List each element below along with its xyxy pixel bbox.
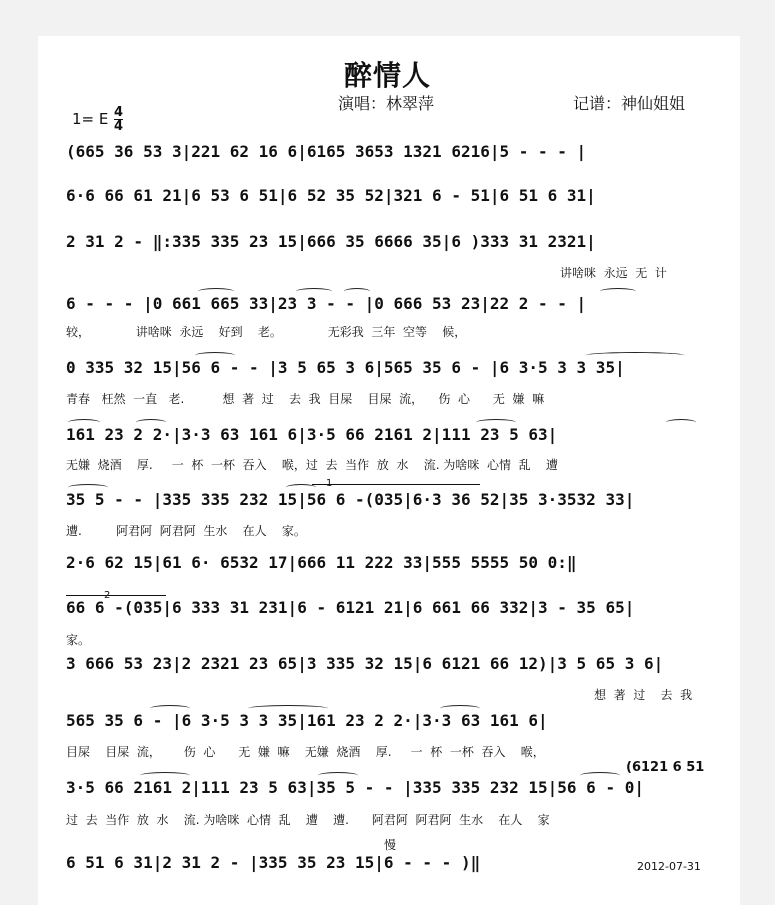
date-stamp: 2012-07-31 bbox=[637, 860, 701, 873]
slur bbox=[666, 419, 696, 426]
slur bbox=[476, 419, 516, 426]
slur bbox=[318, 772, 358, 779]
slur bbox=[286, 484, 316, 491]
lyric-row-5: 青春 枉然 一直 老. 想 著 过 去 我 目屎 目屎 流， 伤 心 无 嫌 嘛 bbox=[66, 392, 545, 406]
lyric-row-3: 讲啥咪 永远 无 计 bbox=[560, 266, 667, 280]
slur bbox=[585, 352, 685, 359]
lyric-row-11: 目屎 目屎 流， 伤 心 无 嫌 嘛 无嫌 烧酒 厚. 一 杯 一杯 吞入 喉， bbox=[66, 745, 545, 759]
slur bbox=[440, 705, 480, 712]
notator-credit: 记谱：神仙姐姐 bbox=[573, 94, 686, 113]
notation-row-10: 3 666 53 23|2 2321 23 65|3 335 32 15|6 6121 66 12)|3 5 65 3 6| bbox=[66, 654, 664, 673]
lyric-row-12: 过 去 当作 放 水 流. 为啥咪 心情 乱 遭 遭. 阿君阿 阿君阿 生水 在人 家 bbox=[66, 813, 550, 827]
volta-2-marker: 2 bbox=[104, 590, 111, 601]
slur bbox=[198, 288, 234, 295]
time-signature bbox=[114, 106, 123, 133]
notation-row-7: 35 5 - - |335 335 232 15|56 6 -(035|6·3 36 52|35 3·3532 33| bbox=[66, 490, 635, 509]
notation-row-8: 2·6 62 15|61 6· 6532 17|666 11 222 33|555 5555 50 0:‖ bbox=[66, 553, 577, 572]
notation-row-11: 565 35 6 - |6 3·5 3 3 35|161 23 2 2·|3·3 63 161 6| bbox=[66, 711, 548, 730]
slur bbox=[195, 352, 235, 359]
tempo-mark: 慢 bbox=[384, 838, 397, 852]
notation-row-4: 6 - - - |0 661 665 33|23 3 - - |0 666 53 23|22 2 - - | bbox=[66, 294, 587, 313]
notation-row-2: 6·6 66 61 21|6 53 6 51|6 52 35 52|321 6 - 51|6 51 6 31| bbox=[66, 186, 596, 205]
pickup-notes: (6121 6 51 bbox=[626, 760, 705, 775]
slur bbox=[68, 419, 100, 426]
singer-credit: 演唱：林翠萍 bbox=[338, 94, 435, 113]
slur bbox=[600, 288, 636, 295]
notation-row-12: 3·5 66 2161 2|111 23 5 63|35 5 - - |335 335 232 15|56 6 - 0| bbox=[66, 778, 644, 797]
notation-row-5: 0 335 32 15|56 6 - - |3 5 65 3 6|565 35 6 - |6 3·5 3 3 35| bbox=[66, 358, 625, 377]
time-signature-top: 4 bbox=[114, 105, 124, 120]
song-title: 醉情人 bbox=[343, 59, 431, 92]
lyric-row-6: 无嫌 烧酒 厚. 一 杯 一杯 吞入 喉，过 去 当作 放 水 流. 为啥咪 心情 乱 遭 bbox=[66, 458, 558, 472]
slur bbox=[150, 705, 190, 712]
slur bbox=[580, 772, 620, 779]
slur bbox=[68, 484, 108, 491]
slur bbox=[296, 288, 332, 295]
time-signature-bottom: 4 bbox=[114, 119, 124, 134]
slur bbox=[140, 772, 190, 779]
lyric-row-4: 较， 讲啥咪 永远 好到 老。 无彩我 三年 空等 候， bbox=[66, 325, 467, 339]
volta-2-bracket bbox=[66, 595, 166, 596]
slur bbox=[248, 705, 328, 712]
volta-1-marker: 1 bbox=[326, 478, 333, 489]
notation-row-1: (665 36 53 3|221 62 16 6|6165 3653 1321 6216|5 - - - | bbox=[66, 142, 587, 161]
lyric-row-9: 家。 bbox=[66, 633, 91, 647]
notation-row-3: 2 31 2 - ‖:335 335 23 15|666 35 6666 35|6 )333 31 2321| bbox=[66, 232, 596, 251]
lyric-row-7: 遭. 阿君阿 阿君阿 生水 在人 家。 bbox=[66, 524, 306, 538]
volta-1-bracket bbox=[312, 484, 480, 485]
lyric-row-10: 想 著 过 去 我 bbox=[594, 688, 693, 702]
slur bbox=[344, 288, 370, 295]
notation-row-9: 66 6 -(035|6 333 31 231|6 - 6121 21|6 661 66 332|3 - 35 65| bbox=[66, 598, 635, 617]
notation-row-6: 161 23 2 2·|3·3 63 161 6|3·5 66 2161 2|111 23 5 63| bbox=[66, 425, 558, 444]
notation-row-13: 6 51 6 31|2 31 2 - |335 35 23 15|6 - - - )‖ bbox=[66, 853, 481, 872]
slur bbox=[136, 419, 166, 426]
key-signature: 1= E bbox=[72, 110, 109, 128]
